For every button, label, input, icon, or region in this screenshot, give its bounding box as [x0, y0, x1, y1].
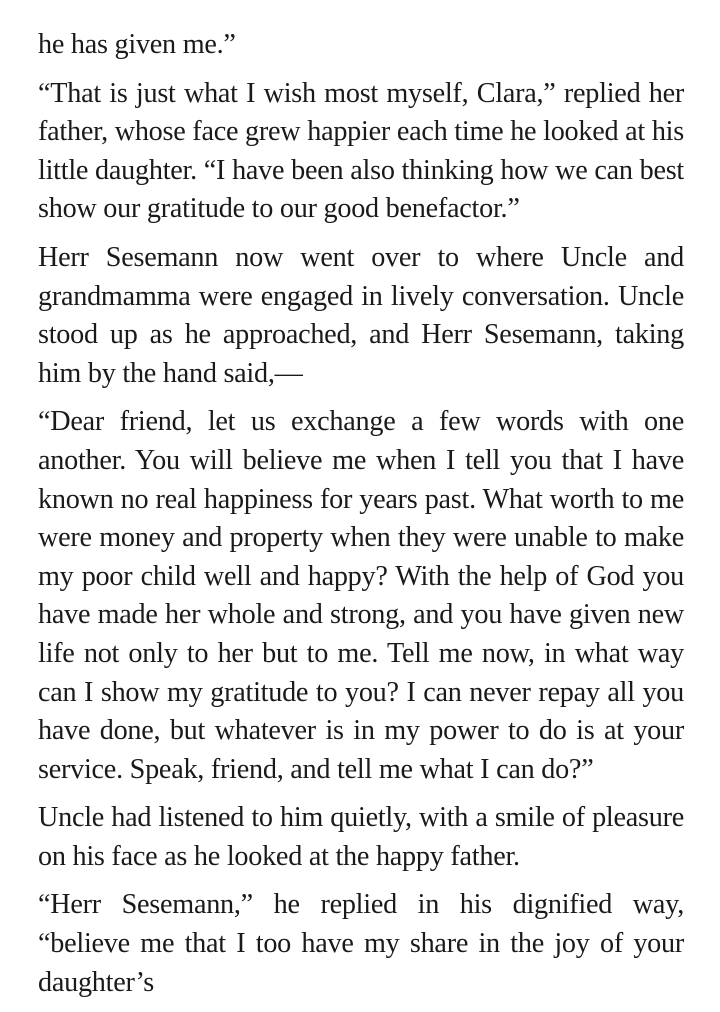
paragraph-5: Uncle had listened to him quietly, with a smile of pleasure on his face as he looked at the happy father.: [38, 802, 684, 872]
paragraph-2: “That is just what I wish most myself, Clara,” replied her father, whose face grew happier each time he looked at his little daughter. “I have been also thinking how we can best show our gratitude to our good benefactor.”: [38, 77, 684, 225]
paragraph-3: Herr Sesemann now went over to where Uncle and grandmamma were engaged in lively conversation. Uncle stood up as he approached, and Herr Sesemann, taking him by the hand said,—: [38, 241, 684, 389]
paragraph-1: he has given me.”: [38, 29, 236, 60]
paragraph-6: “Herr Sesemann,” he replied in his dignified way, “believe me that I too have my share in the joy of your daughter’s: [38, 889, 684, 998]
paragraph-4: “Dear friend, let us exchange a few words with one another. You will believe me when I tell you that I have known no real happiness for years past. What worth to me were money and property when they were unable to make my poor child well and happy? With the help of God you have made her whole and strong, and you have given new life not only to her but to me. Tell me now, in what way can I show my gratitude to you? I can never repay all you have done, but whatever is in my power to do is at your service. Speak, friend, and tell me what I can do?”: [38, 406, 684, 785]
book-page: [38, 26, 684, 1012]
